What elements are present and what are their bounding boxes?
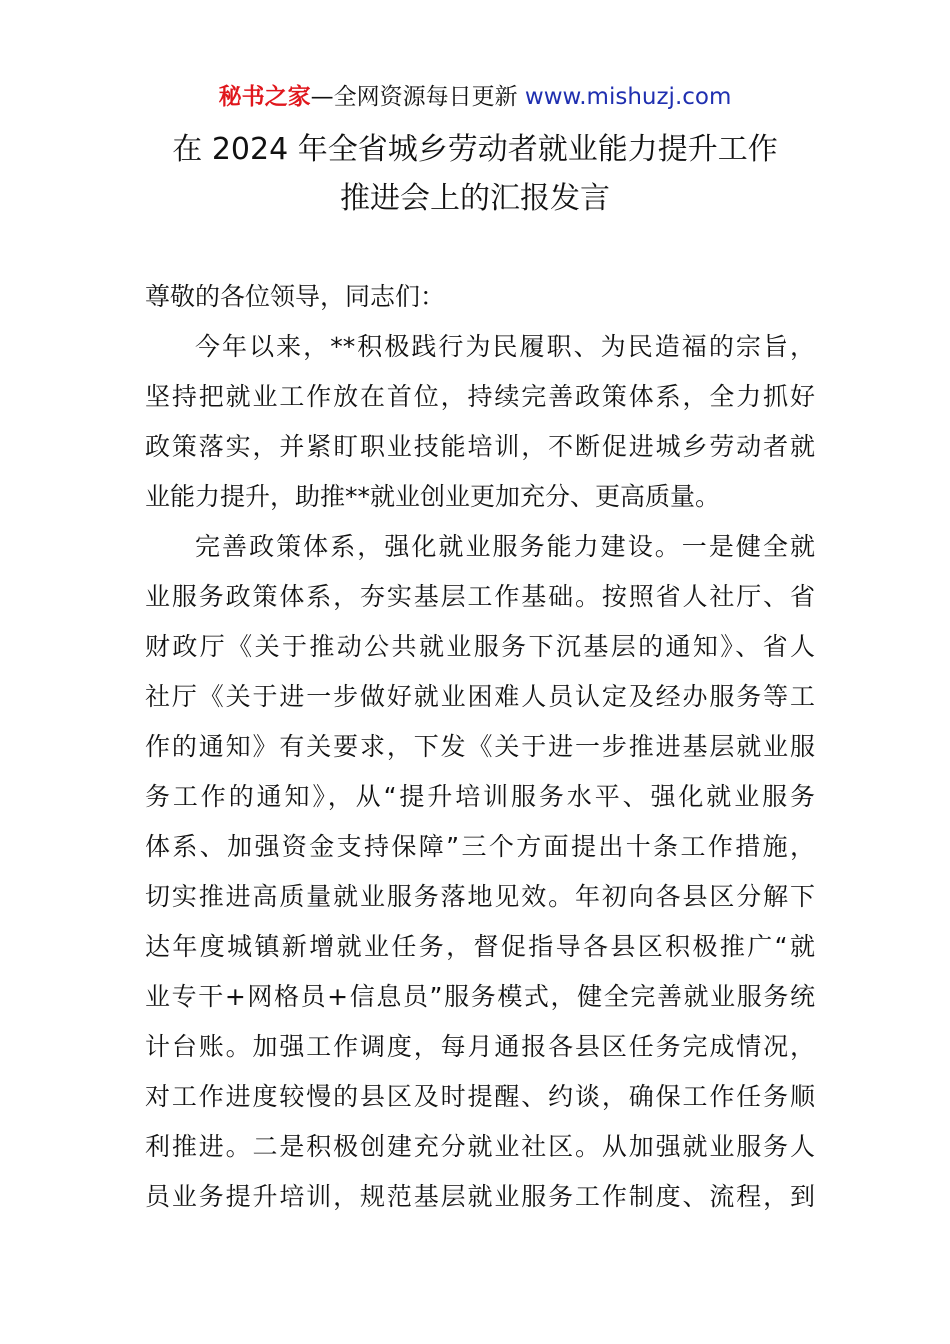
paragraph-line: 社厅《关于进一步做好就业困难人员认定及经办服务等工 xyxy=(145,682,815,711)
paragraph-line: 业专干+网格员+信息员”服务模式，健全完善就业服务统 xyxy=(145,982,815,1011)
paragraph-line: 达年度城镇新增就业任务，督促指导各县区积极推广“就 xyxy=(145,932,815,961)
paragraph-line: 务工作的通知》，从“提升培训服务水平、强化就业服务 xyxy=(145,782,815,811)
paragraph-line: 对工作进度较慢的县区及时提醒、约谈，确保工作任务顺 xyxy=(145,1082,815,1111)
site-header xyxy=(0,80,950,114)
site-url-link[interactable]: www.mishuzj.com xyxy=(524,84,732,110)
paragraph-line: 坚持把就业工作放在首位，持续完善政策体系，全力抓好 xyxy=(145,382,815,411)
paragraph-line: 切实推进高质量就业服务落地见效。年初向各县区分解下 xyxy=(145,882,815,911)
site-tagline: —全网资源每日更新 xyxy=(310,84,518,110)
document-body xyxy=(145,272,815,1222)
paragraph-line: 员业务提升培训，规范基层就业服务工作制度、流程，到 xyxy=(145,1182,815,1211)
paragraph-line: 今年以来，**积极践行为民履职、为民造福的宗旨， xyxy=(195,332,815,361)
paragraph-line: 财政厅《关于推动公共就业服务下沉基层的通知》、省人 xyxy=(145,632,815,661)
paragraph-line: 政策落实，并紧盯职业技能培训，不断促进城乡劳动者就 xyxy=(145,432,815,461)
document-title-line-2: 推进会上的汇报发言 xyxy=(340,181,610,216)
paragraph-line: 利推进。二是积极创建充分就业社区。从加强就业服务人 xyxy=(145,1132,815,1161)
paragraph-line: 计台账。加强工作调度，每月通报各县区任务完成情况， xyxy=(145,1032,815,1061)
paragraph-line: 完善政策体系，强化就业服务能力建设。一是健全就 xyxy=(195,532,815,561)
paragraph-line: 作的通知》有关要求，下发《关于进一步推进基层就业服 xyxy=(145,732,815,761)
paragraph-2 xyxy=(145,522,815,1222)
paragraph-1 xyxy=(145,322,815,522)
paragraph-line: 业能力提升，助推**就业创业更加充分、更高质量。 xyxy=(145,482,721,511)
site-brand: 秘书之家 xyxy=(218,84,311,110)
paragraph-line: 体系、加强资金支持保障”三个方面提出十条工作措施， xyxy=(145,832,815,861)
paragraph-line: 业服务政策体系，夯实基层工作基础。按照省人社厅、省 xyxy=(145,582,815,611)
salutation: 尊敬的各位领导，同志们： xyxy=(145,282,446,311)
document-title-line-1: 在 2024 年全省城乡劳动者就业能力提升工作 xyxy=(172,132,778,167)
